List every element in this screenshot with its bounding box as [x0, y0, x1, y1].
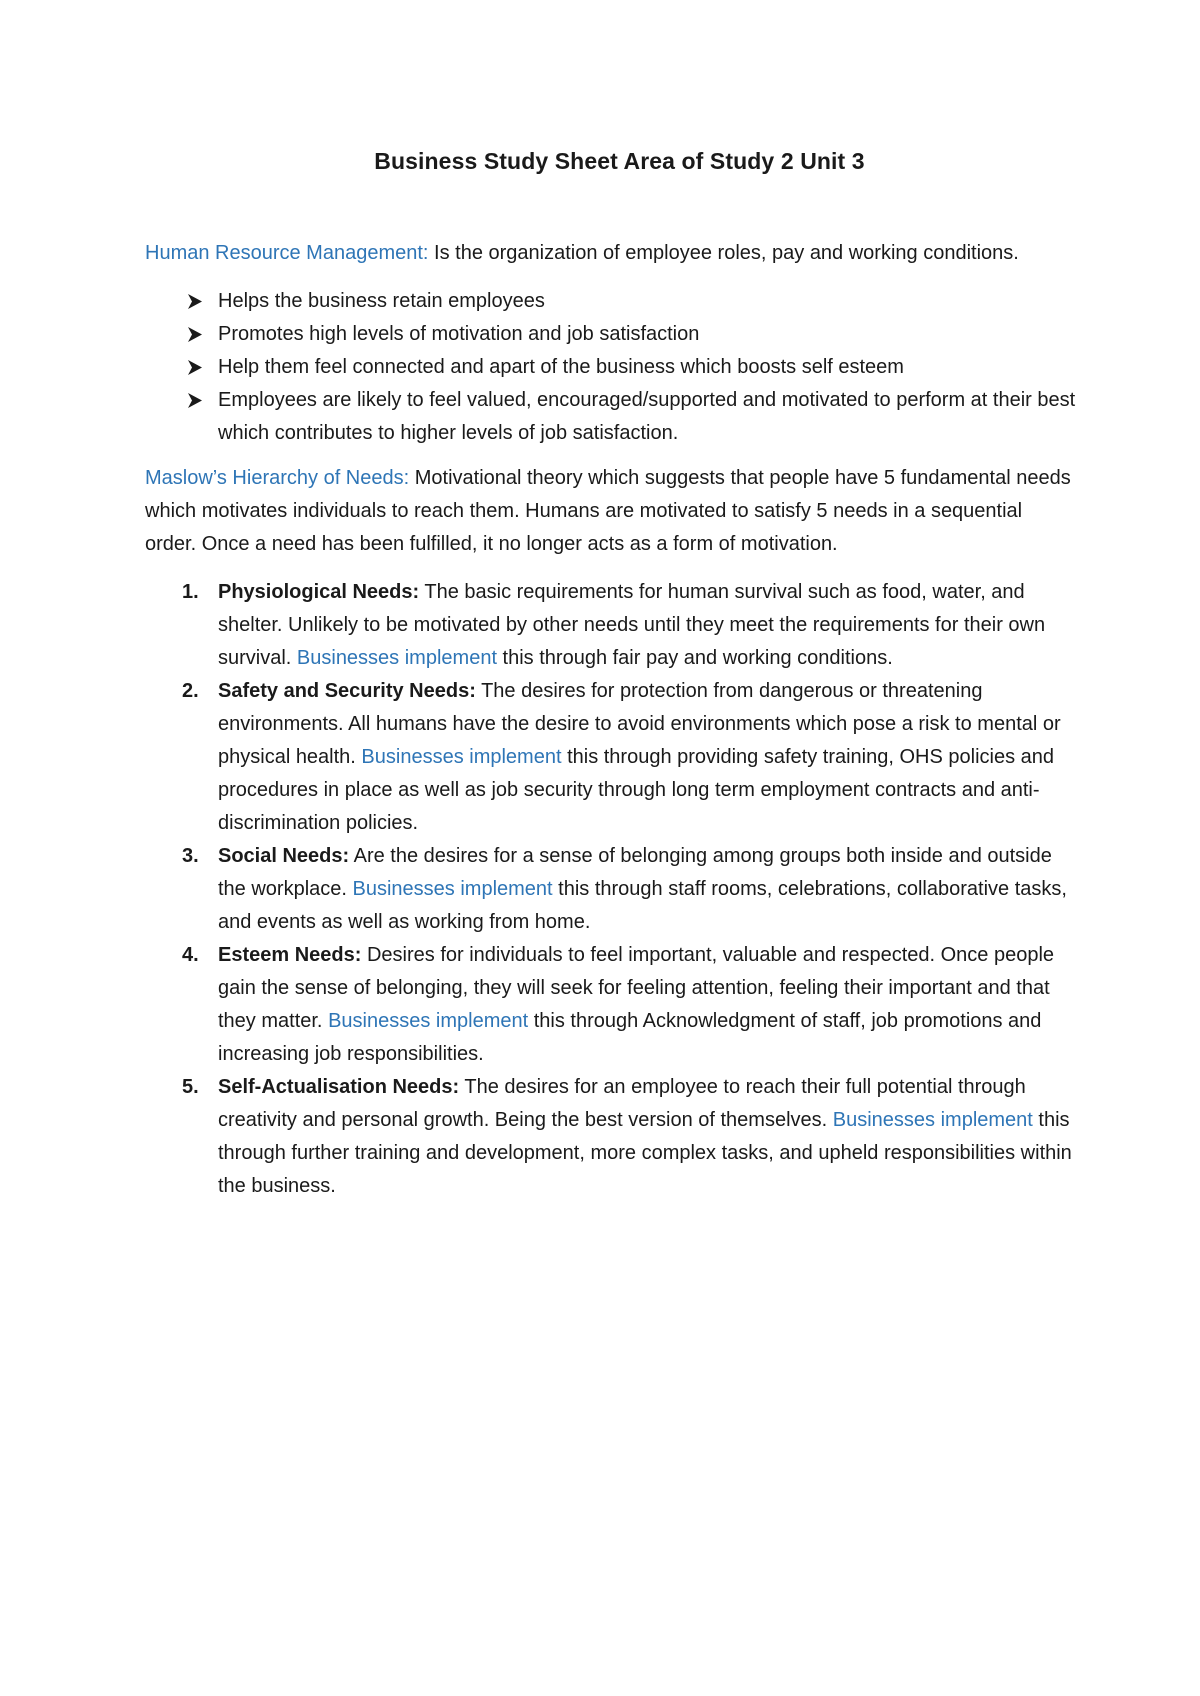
- list-item: [145, 939, 1076, 1071]
- hrm-paragraph: [145, 237, 1076, 270]
- hrm-bullet-list: [145, 285, 1076, 450]
- need-description: The desires for an employee to reach their full potential through creativity and personal growth. Being the best version of themselves.: [218, 1076, 1026, 1131]
- bullet-text: Promotes high levels of motivation and job satisfaction: [218, 323, 700, 345]
- bullet-text: Helps the business retain employees: [218, 290, 545, 312]
- list-number: 5.: [182, 1076, 199, 1098]
- businesses-implement-highlight: Businesses implement: [328, 1010, 529, 1032]
- hrm-definition: Is the organization of employee roles, pay and working conditions.: [428, 242, 1019, 264]
- list-item: [145, 384, 1076, 450]
- need-implementation: this through fair pay and working conditions.: [497, 647, 893, 669]
- businesses-implement-highlight: Businesses implement: [361, 746, 562, 768]
- need-name: Safety and Security Needs:: [218, 680, 476, 702]
- list-number: 4.: [182, 944, 199, 966]
- need-description: Are the desires for a sense of belonging among groups both inside and outside the workplace.: [218, 845, 1052, 900]
- list-item: [145, 675, 1076, 840]
- need-description: Desires for individuals to feel important, valuable and respected. Once people gain the sense of belonging, they will seek for feeling attention, feeling their important and that they matter.: [218, 944, 1055, 1032]
- need-name: Social Needs:: [218, 845, 350, 867]
- hrm-term: Human Resource Management:: [145, 242, 429, 264]
- need-name: Self-Actualisation Needs:: [218, 1076, 460, 1098]
- arrowhead-bullet-icon: [185, 351, 205, 384]
- list-number: 2.: [182, 680, 199, 702]
- businesses-implement-highlight: Businesses implement: [832, 1109, 1033, 1131]
- need-implementation: this through providing safety training, OHS policies and procedures in place as well as job security through long term employment contracts and anti-discrimination policies.: [218, 746, 1055, 834]
- maslow-definition: Motivational theory which suggests that people have 5 fundamental needs which motivates individuals to reach them. Humans are motivated to satisfy 5 needs in a sequential order. Once a need has been fulfilled, it no longer acts as a form of motivation.: [145, 467, 1071, 555]
- businesses-implement-highlight: Businesses implement: [352, 878, 553, 900]
- arrowhead-bullet-icon: [185, 285, 205, 318]
- list-item: [145, 576, 1076, 675]
- need-implementation: this through staff rooms, celebrations, collaborative tasks, and events as well as working from home.: [218, 878, 1067, 933]
- need-description: The basic requirements for human survival such as food, water, and shelter. Unlikely to be motivated by other needs until they meet the requirements for their own survival.: [218, 581, 1046, 669]
- need-implementation: this through Acknowledgment of staff, job promotions and increasing job responsibilities.: [218, 1010, 1042, 1065]
- list-number: 3.: [182, 845, 199, 867]
- need-description: The desires for protection from dangerous or threatening environments. All humans have the desire to avoid environments which pose a risk to mental or physical health.: [218, 680, 1061, 768]
- document-title: Business Study Sheet Area of Study 2 Unit 3: [374, 148, 865, 174]
- maslow-paragraph: [145, 462, 1076, 561]
- arrowhead-bullet-icon: [185, 318, 205, 351]
- needs-numbered-list: [145, 576, 1076, 1203]
- need-implementation: this through further training and development, more complex tasks, and upheld responsibilities within the business.: [218, 1109, 1072, 1197]
- bullet-text: Employees are likely to feel valued, encouraged/supported and motivated to perform at their best which contributes to higher levels of job satisfaction.: [218, 389, 1076, 444]
- need-name: Esteem Needs:: [218, 944, 362, 966]
- maslow-term: Maslow’s Hierarchy of Needs:: [145, 467, 410, 489]
- list-item: [145, 1071, 1076, 1203]
- list-item: [145, 285, 1076, 318]
- businesses-implement-highlight: Businesses implement: [296, 647, 497, 669]
- list-number: 1.: [182, 581, 199, 603]
- list-item: [145, 351, 1076, 384]
- list-item: [145, 318, 1076, 351]
- list-item: [145, 840, 1076, 939]
- need-name: Physiological Needs:: [218, 581, 420, 603]
- bullet-text: Help them feel connected and apart of the business which boosts self esteem: [218, 356, 904, 378]
- arrowhead-bullet-icon: [185, 384, 205, 417]
